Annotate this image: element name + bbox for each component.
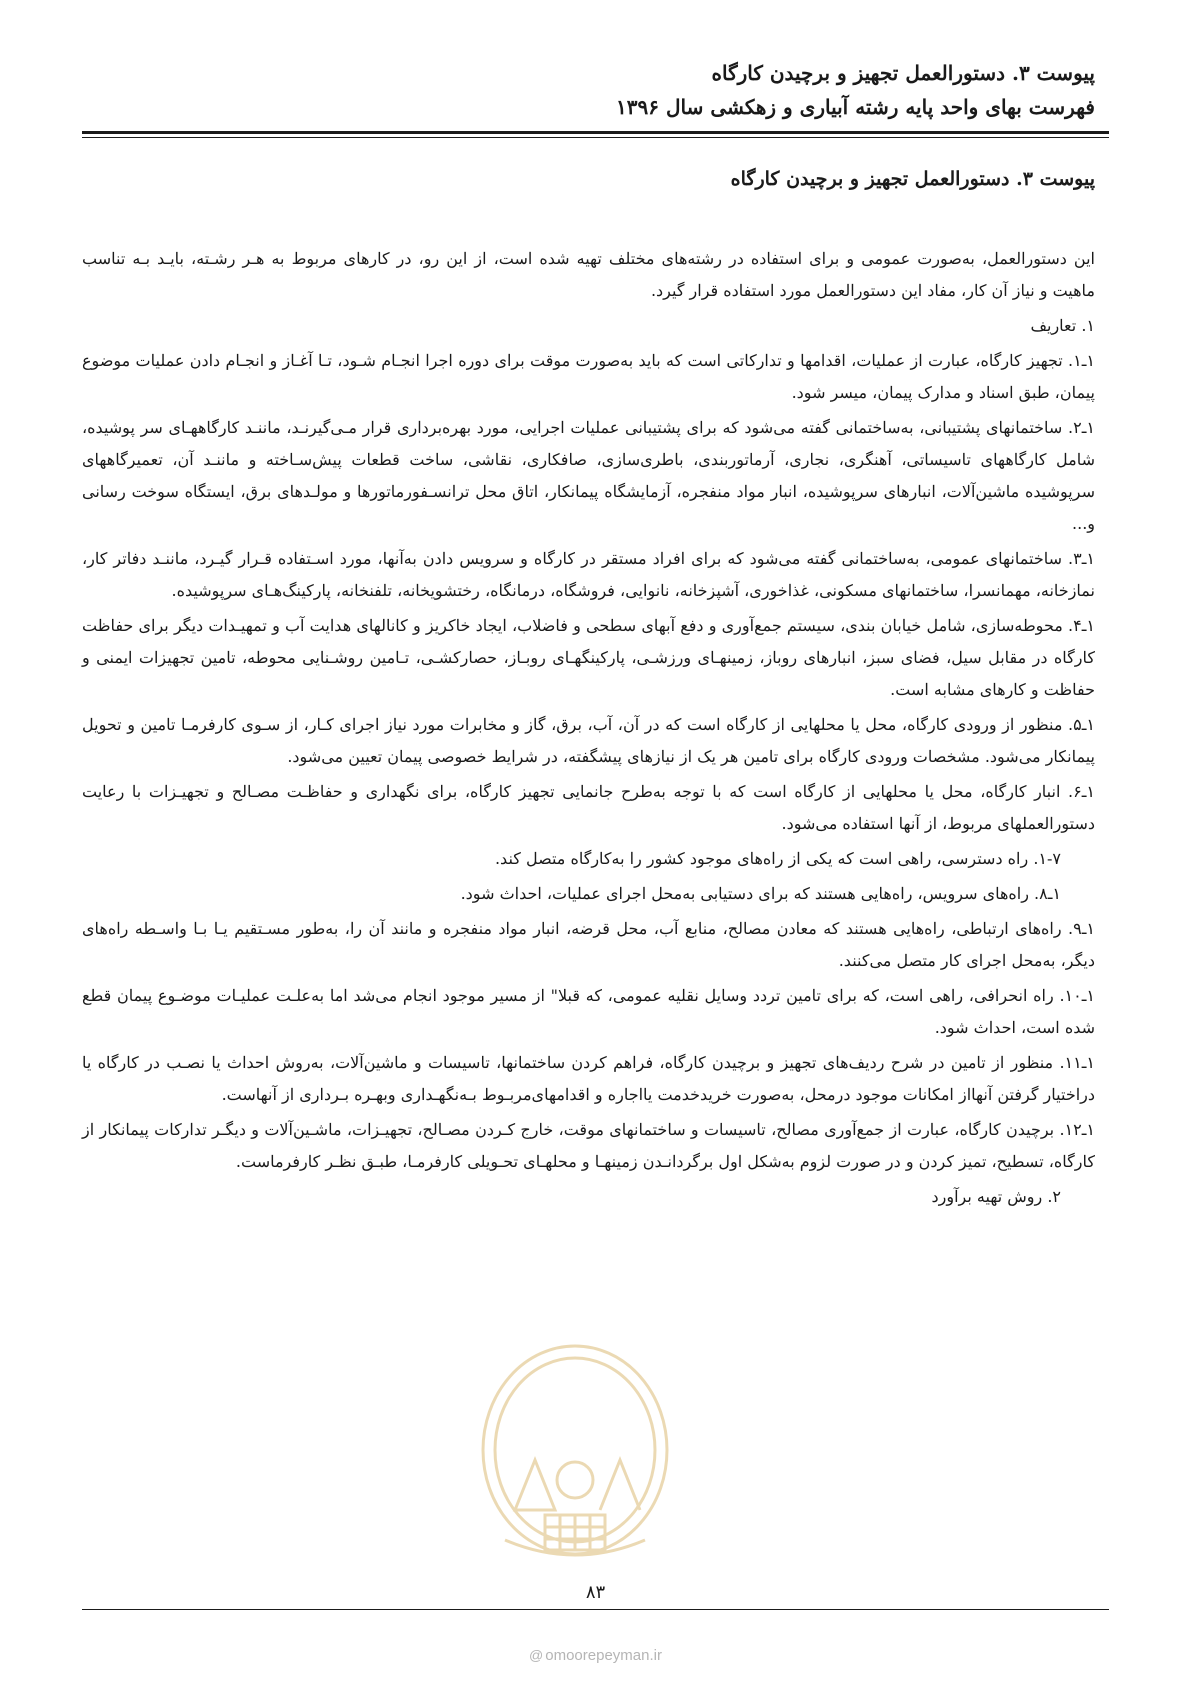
section-title: پیوست ۳. دستورالعمل تجهیز و برچیدن کارگاه (730, 168, 1095, 190)
header-line-1: پیوست ۳. دستورالعمل تجهیز و برچیدن کارگاه (711, 61, 1095, 85)
document-body (82, 243, 1095, 1216)
estimate-method-heading: ۲. روش تهیه برآورد (931, 1187, 1061, 1206)
definition-1-9: ۱ـ۹. راه‌های ارتباطی، راه‌هایی هستند که معادن مصالح، منابع آب، محل قرضه، انبار مواد منفجره و مانند آن را، به‌طور مسـتقیم یـا بـا واسـطه راه‌های دیگر، به‌محل اجرای کار متصل می‌کنند. (82, 919, 1095, 970)
definition-1-12: ۱ـ۱۲. برچیدن کارگاه، عبارت از جمع‌آوری مصالح، تاسیسات و ساختمانهای موقت، خارج کـردن مصـالح، تجهیـزات، ماشـین‌آلات و دیگـر تدارکات پیمانکار از کارگاه، تسطیح، تمیز کردن و در صورت لزوم به‌شکل اول برگردانـدن زمینهـا و محلهـای تحـویلی کارفرمـا، طبـق نظـر کارفرماست. (82, 1120, 1096, 1171)
site-watermark (0, 1647, 1191, 1664)
definition-1-3: ۱ـ۳. ساختمانهای عمومی، به‌ساختمانی گفته می‌شود که برای افراد مستقر در کارگاه و سرویس دادن به‌آنها، مورد اسـتفاده قـرار گیـرد، ماننـد دفاتر کار، نمازخانه، مهمانسرا، ساختمانهای مسکونی، غذاخوری، آشپزخانه، نانوایی، فروشگاه، درمانگاه، رختشویخانه، تلفنخانه، پارکینگ‌هـای سرپوشیده. (82, 549, 1095, 600)
definition-1-6: ۱ـ۶. انبار کارگاه، محل یا محلهایی از کارگاه است که با توجه به‌طرح جانمایی تجهیز کارگاه، برای نگهداری و حفاظـت مصـالح و تجهیـزات با رعایت دستورالعملهای مربوط، از آنها استفاده می‌شود. (82, 782, 1095, 833)
header-line-2: فهرست بهای واحد پایه رشته آبیاری و زهکشی سال ۱۳۹۶ (616, 95, 1095, 119)
definition-1-1: ۱ـ۱. تجهیز کارگاه، عبارت از عملیات، اقدامها و تدارکاتی است که باید به‌صورت موقت برای دوره اجرا انجـام شـود، تـا آغـاز و انجـام دادن عملیات موضوع پیمان، طبق اسناد و مدارک پیمان، میسر شود. (82, 351, 1095, 402)
header-rule-thick (82, 131, 1109, 134)
watermark-seal-icon (475, 1340, 675, 1580)
definition-1-11: ۱ـ۱۱. منظور از تامین در شرح ردیف‌های تجهیز و برچیدن کارگاه، فراهم کردن ساختمانها، تاسیسات و ماشین‌آلات، به‌روش احداث یا نصـب در کارگاه یا دراختیار گرفتن آنهااز امکانات موجود درمحل، به‌صورت خریدخدمت یااجاره و اقدامهای‌مربـوط بـه‌نگهـداری وبهـره بـرداری از آنهاست. (82, 1053, 1095, 1104)
footer-rule (82, 1609, 1109, 1610)
definition-1-4: ۱ـ۴. محوطه‌سازی، شامل خیابان بندی، سیستم جمع‌آوری و دفع آبهای سطحی و فاضلاب، ایجاد خاکریز و کانالهای هدایت آب و تمهیـدات دیگر برای حفاظت کارگاه در مقابل سیل، فضای سبز، انبارهای روباز، زمینهـای ورزشـی، پارکینگهـای روبـاز، حصارکشـی، تـامین روشـنایی محوطه، تامین تجهیزات ایمنی و حفاظت و کارهای مشابه است. (82, 616, 1096, 699)
intro-paragraph: این دستورالعمل، به‌صورت عمومی و برای استفاده در رشته‌های مختلف تهیه شده است، از این رو، در کارهای مربوط به هـر رشـته، بایـد بـه تناسب ماهیت و نیاز آن کار، مفاد این دستورالعمل مورد استفاده قرار گیرد. (82, 249, 1095, 300)
definition-1-2: ۱ـ۲. ساختمانهای پشتیبانی، به‌ساختمانی گفته می‌شود که برای پشتیبانی عملیات اجرایی، مورد بهره‌برداری قرار مـی‌گیرنـد، ماننـد کارگاههـای سر پوشیده، شامل کارگاههای تاسیساتی، آهنگری، نجاری، آرماتوربندی، باطری‌سازی، صافکاری، نقاشی، ساخت قطعات پیش‌سـاخته و ماننـد آن، تعمیرگاههای سرپوشیده ماشین‌آلات، انبارهای سرپوشیده، انبار مواد منفجره، آزمایشگاه پیمانکار، اتاق محل ترانسـفورماتورها و مولـدهای برق، ایستگاه سوخت رسانی و... (82, 418, 1096, 533)
page-number: ۸۳ (585, 1582, 606, 1603)
definition-1-8: ۱ـ۸. راه‌های سرویس، راه‌هایی هستند که برای دستیابی به‌محل اجرای عملیات، احداث شود. (460, 884, 1061, 903)
definition-1-5: ۱ـ۵. منظور از ورودی کارگاه، محل یا محلهایی از کارگاه است که در آن، آب، برق، گاز و مخابرات مورد نیاز اجرای کـار، از سـوی کارفرمـا تامین و تحویل پیمانکار می‌شود. مشخصات ورودی کارگاه برای تامین هر یک از نیازهای پیشگفته، در شرایط خصوصی پیمان تعیین می‌شود. (82, 715, 1095, 766)
header-rule-thin (82, 137, 1109, 138)
definition-1-7: ۱-۷. راه دسترسی، راهی است که یکی از راه‌های موجود کشور را به‌کارگاه متصل کند. (494, 849, 1061, 868)
page-header (82, 56, 1095, 124)
definitions-heading: ۱. تعاریف (1030, 316, 1095, 335)
at-sign-icon: @ (529, 1647, 544, 1663)
site-watermark-text: omoorepeyman.ir (545, 1647, 662, 1664)
definition-1-10: ۱ـ۱۰. راه انحرافی، راهی است، که برای تامین تردد وسایل نقلیه عمومی، که قبلا" از مسیر موجود انجام می‌شد اما به‌علـت عملیـات موضـوع پیمان قطع شده است، احداث شود. (82, 986, 1095, 1037)
